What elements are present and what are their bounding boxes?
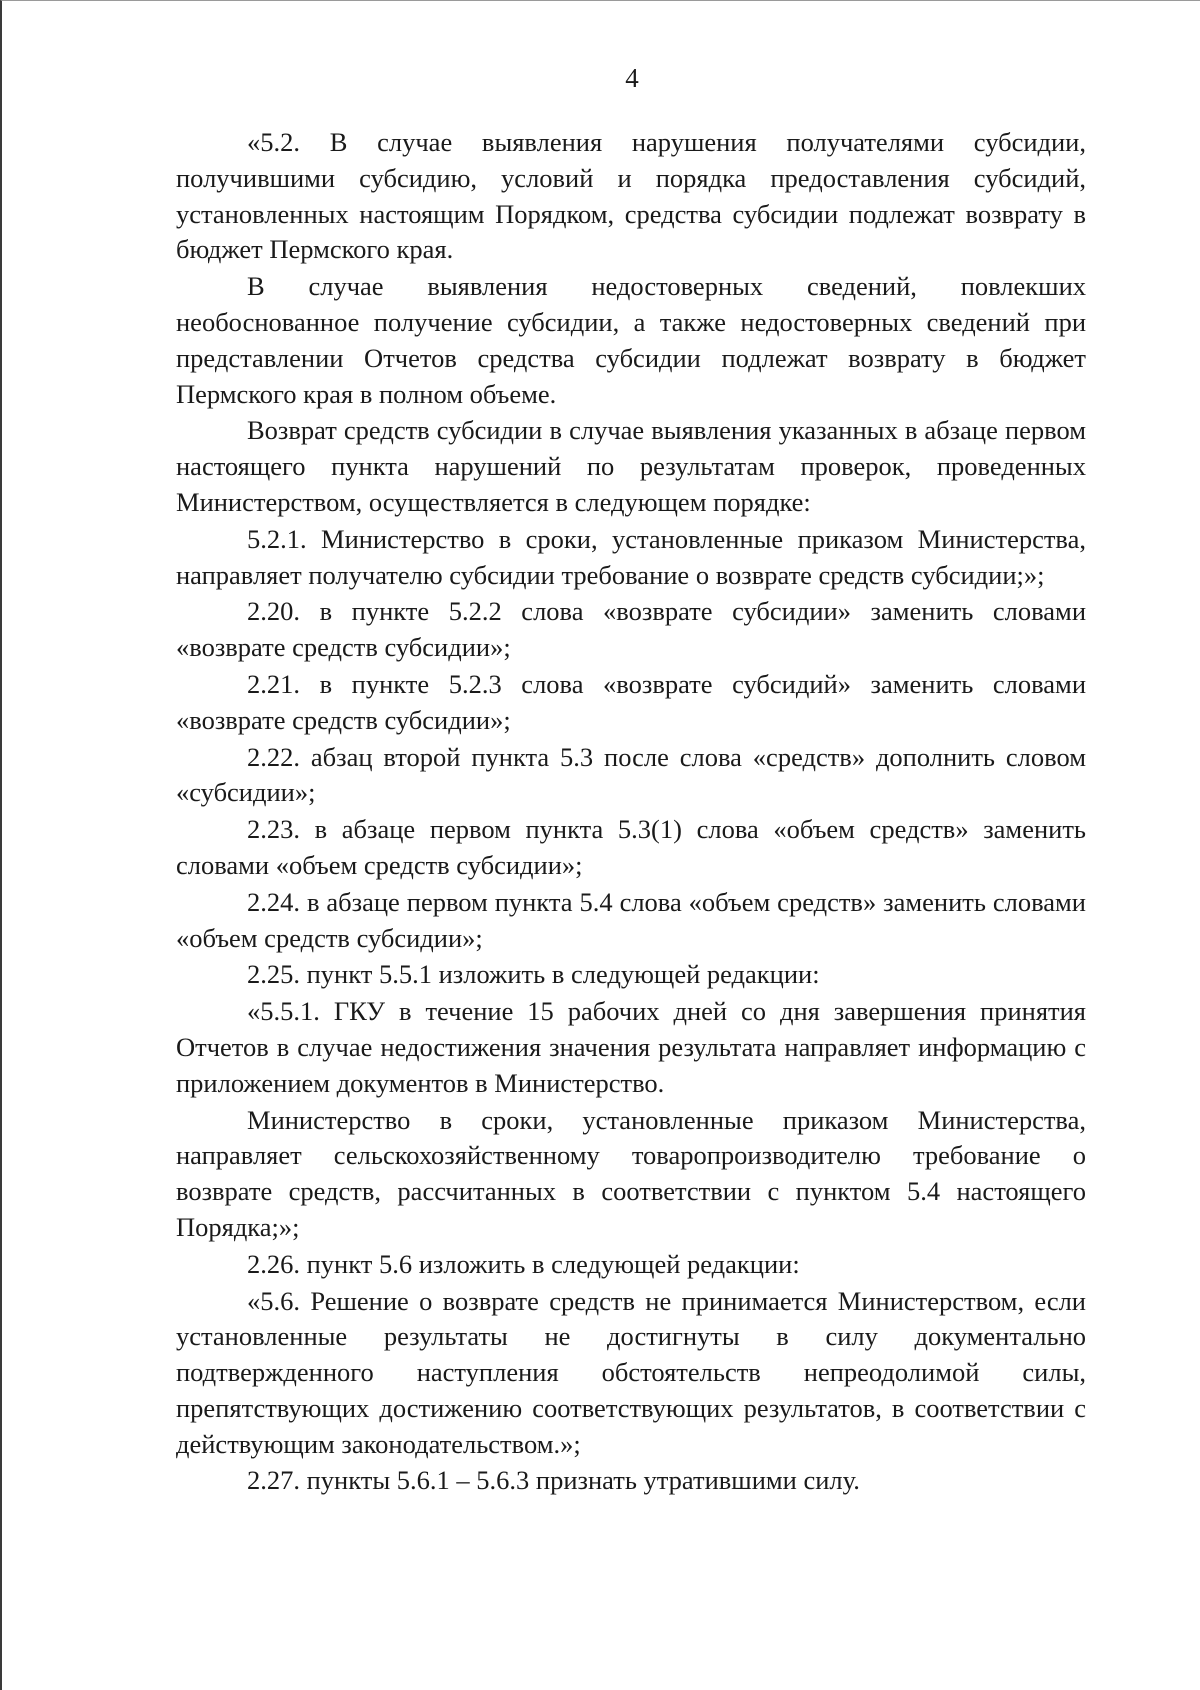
document-body [176, 125, 1086, 1499]
paragraph-unreliable-info: В случае выявления недостоверных сведений, повлекших необоснованное получение субсидии, а также недостоверных сведений при представлении Отчетов средства субсидии подлежат возврату в бюджет Пермского края в полном объеме. [176, 271, 1086, 409]
paragraph-2-27: 2.27. пункты 5.6.1 – 5.6.3 признать утратившими силу. [247, 1465, 860, 1496]
paragraph-5-5-1: «5.5.1. ГКУ в течение 15 рабочих дней со дня завершения принятия Отчетов в случае недостижения значения результата направляет информацию с приложением документов в Министерство. [176, 996, 1086, 1098]
paragraph-5-2: «5.2. В случае выявления нарушения получателями субсидии, получившими субсидию, условий и порядка предоставления субсидий, установленных настоящим Порядком, средства субсидии подлежат возврату в бюджет Пермского края. [176, 127, 1086, 265]
paragraph-5-6: «5.6. Решение о возврате средств не принимается Министерством, если установленные результаты не достигнуты в силу документально подтвержденного наступления обстоятельств непреодолимой силы, препятствующих достижению соответствующих результатов, в соответствии с действующим законодательством.»; [176, 1285, 1086, 1459]
paragraph-2-21: 2.21. в пункте 5.2.3 слова «возврате субсидий» заменить словами «возврате средств субсидии»; [176, 668, 1086, 735]
paragraph-2-25: 2.25. пункт 5.5.1 изложить в следующей редакции: [247, 959, 820, 990]
paragraph-2-20: 2.20. в пункте 5.2.2 слова «возврате субсидии» заменить словами «возврате средств субсидии»; [176, 596, 1086, 663]
paragraph-2-24: 2.24. в абзаце первом пункта 5.4 слова «объем средств» заменить словами «объем средств субсидии»; [176, 886, 1086, 953]
paragraph-2-23: 2.23. в абзаце первом пункта 5.3(1) слова «объем средств» заменить словами «объем средств субсидии»; [176, 814, 1086, 880]
paragraph-2-26: 2.26. пункт 5.6 изложить в следующей редакции: [247, 1248, 800, 1279]
paragraph-refund-procedure: Возврат средств субсидии в случае выявления указанных в абзаце первом настоящего пункта нарушений по результатам проверок, проведенных Министерством, осуществляется в следующем порядке: [176, 415, 1086, 517]
page-number: 4 [625, 63, 639, 93]
paragraph-2-22: 2.22. абзац второй пункта 5.3 после слова «средств» дополнить словом «субсидии»; [176, 741, 1086, 808]
paragraph-5-2-1: 5.2.1. Министерство в сроки, установленные приказом Министерства, направляет получателю субсидии требование о возврате средств субсидии;»; [176, 523, 1086, 590]
paragraph-ministry-deadlines: Министерство в сроки, установленные приказом Министерства, направляет сельскохозяйственному товаропроизводителю требование о возврате средств, рассчитанных в соответствии с пунктом 5.4 настоящего Порядка;»; [176, 1104, 1086, 1242]
